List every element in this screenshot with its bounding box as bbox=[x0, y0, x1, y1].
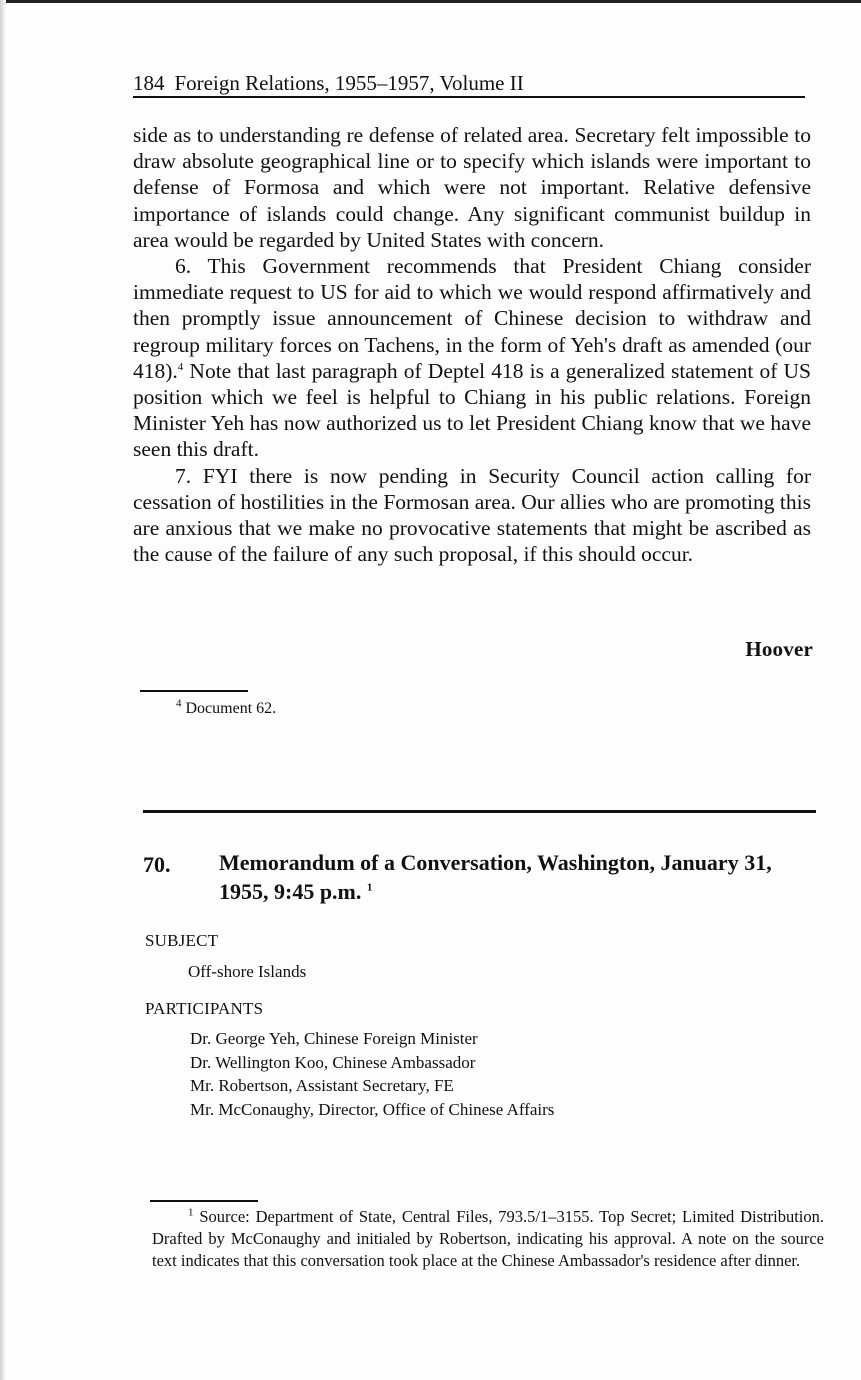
paragraph-6 bbox=[133, 253, 811, 463]
document-number: 70. bbox=[143, 852, 171, 877]
footnote-ref-1: 1 bbox=[366, 881, 373, 894]
subject-label: SUBJECT bbox=[145, 931, 219, 950]
paragraph-continued: side as to understanding re defense of related area. Secretary felt impossible to draw absolute geographical line or to specify which islands were important to defense of Formosa and which were not important. Relative defensive importance of islands could change. Any significant communist buildup in area would be regarded by United States with concern. bbox=[133, 123, 811, 252]
paragraph-6-text: 6. This Government recommends that President Chiang consider immediate request to US for aid to which we would respond affirmatively and then promptly issue announcement of Chinese decision to withdraw and regroup military forces on Tachens, in the form of Yeh's draft as amended (our 418). bbox=[133, 254, 811, 383]
paragraph-7: 7. FYI there is now pending in Security Council action calling for cessation of hostilities in the Formosan area. Our allies who are promoting this are anxious that we make no provocative statements that might be ascribed as the cause of the failure of any such proposal, if this should occur. bbox=[133, 463, 811, 567]
signature: Hoover bbox=[745, 637, 813, 661]
participant-item: Mr. McConaughy, Director, Office of Chinese Affairs bbox=[190, 1099, 555, 1119]
document-title-text: Memorandum of a Conversation, Washington, January 31, 1955, 9:45 p.m. bbox=[219, 850, 772, 904]
body-text bbox=[133, 122, 811, 567]
footnote-1-body bbox=[152, 1206, 824, 1272]
footnote-rule bbox=[140, 690, 248, 692]
running-title: Foreign Relations, 1955–1957, Volume II bbox=[174, 71, 524, 95]
paragraph-6-text-cont: Note that last paragraph of Deptel 418 is a generalized statement of US position which we feel is helpful to Chiang in his public relations. Foreign Minister Yeh has now authorized us to let President Chiang know that we have seen this draft. bbox=[133, 358, 811, 462]
participant-item: Mr. Robertson, Assistant Secretary, FE bbox=[190, 1076, 454, 1095]
footnote-rule-2 bbox=[150, 1200, 258, 1202]
participants-list bbox=[190, 1027, 554, 1121]
page-top-edge bbox=[0, 0, 861, 3]
participant-item: Dr. George Yeh, Chinese Foreign Minister bbox=[190, 1029, 478, 1048]
footnote-1 bbox=[152, 1206, 824, 1272]
subject-text: Off-shore Islands bbox=[188, 962, 307, 981]
section-divider bbox=[143, 810, 816, 813]
footnote-4-text: Document 62. bbox=[185, 700, 277, 717]
footnote-1-text: Source: Department of State, Central Files, 793.5/1–3155. Top Secret; Limited Distribution. Drafted by McConaughy and initialed by Robertson, indicating his approval. A note on the source text indicates that this conversation took place at the Chinese Ambassador's residence after dinner. bbox=[152, 1207, 824, 1270]
participant-item: Dr. Wellington Koo, Chinese Ambassador bbox=[190, 1052, 476, 1072]
header-rule bbox=[133, 96, 805, 98]
footnote-marker-4: 4 bbox=[176, 697, 182, 710]
page-number: 184 bbox=[133, 71, 165, 95]
footnote-ref-4: 4 bbox=[177, 360, 184, 373]
participants-label: PARTICIPANTS bbox=[145, 999, 264, 1018]
footnote-4 bbox=[176, 699, 276, 719]
page-binding-shadow bbox=[0, 0, 6, 1380]
running-head bbox=[133, 70, 805, 96]
document-title bbox=[219, 848, 814, 906]
footnote-marker-1: 1 bbox=[188, 1206, 194, 1219]
